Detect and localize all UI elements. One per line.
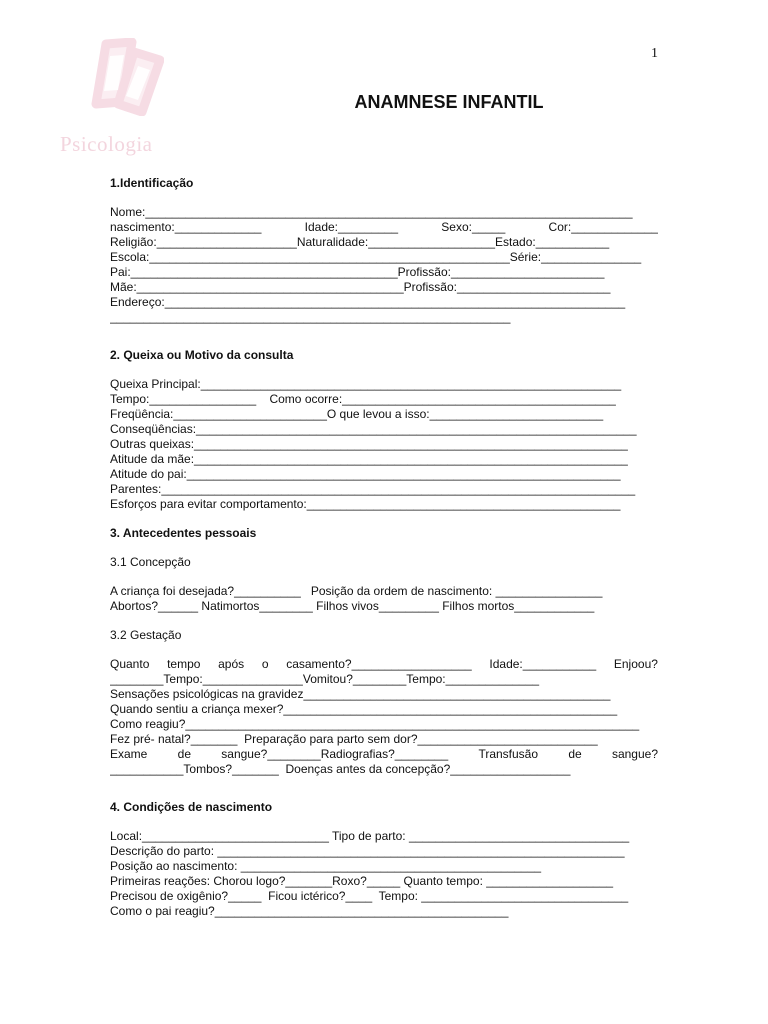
field-endereco[interactable]: Endereço:_____________________________________________________________________ [110,295,626,309]
field-como-reagiu[interactable]: Como reagiu?____________________________________________________________________ [110,717,640,731]
field-posicao-nascimento[interactable]: Posição ao nascimento: _____________________________________________ [110,859,542,873]
field-descricao-parto[interactable]: Descrição do parto: _____________________________________________________________ [110,844,625,858]
field-atitude-mae[interactable]: Atitude da mãe:_________________________________________________________________ [110,452,628,466]
field-exame-radiografias[interactable]: sangue?________Radiografias?________ [221,747,449,761]
field-nascimento-row [110,220,658,235]
field-idade[interactable]: Idade:_________ [304,220,399,234]
field-oxigenio[interactable]: Precisou de oxigênio?_____ Ficou ictérico?____ Tempo: _______________________________ [110,889,629,903]
field-exame-row [110,747,658,762]
field-esforcos[interactable]: Esforços para evitar comportamento:_______________________________________________ [110,497,621,511]
exame-word: de [177,747,191,761]
field-religiao-row[interactable]: Religião:_____________________Naturalidade:___________________Estado:___________ [110,235,610,249]
field-local-tipo-parto[interactable]: Local:____________________________ Tipo de parto: _________________________________ [110,829,630,843]
section-heading-nascimento: 4. Condições de nascimento [110,800,273,814]
gestacao-word: tempo [167,657,201,671]
field-sexo[interactable]: Sexo:_____ [441,220,506,234]
field-consequencias[interactable]: Conseqüências:__________________________________________________________________ [110,422,637,436]
field-atitude-pai[interactable]: Atitude do pai:_________________________________________________________________ [110,467,621,481]
field-crianca-desejada[interactable]: A criança foi desejada?__________ Posição da ordem de nascimento: ________________ [110,584,603,598]
field-frequencia[interactable]: Freqüência:_______________________O que levou a isso:__________________________ [110,407,604,421]
exame-word: Exame [110,747,148,761]
form-content [110,176,658,919]
field-endereco-continued[interactable]: ____________________________________________________________ [110,310,511,324]
field-primeiras-reacoes[interactable]: Primeiras reações: Chorou logo?_______Roxo?_____ Quanto tempo: ___________________ [110,874,614,888]
field-pai-reagiu[interactable]: Como o pai reagiu?____________________________________________ [110,904,509,918]
field-quanto-tempo-row [110,657,658,672]
field-outras-queixas[interactable]: Outras queixas:_________________________________________________________________ [110,437,628,451]
field-tombos-doencas[interactable]: ___________Tombos?_______ Doenças antes da concepção?__________________ [110,762,571,776]
gestacao-word: Quanto [110,657,150,671]
gestacao-word: após [218,657,245,671]
gestacao-word: Enjoou? [613,657,658,671]
field-nome[interactable]: Nome:_________________________________________________________________________ [110,205,633,219]
field-crianca-mexer[interactable]: Quando sentiu a criança mexer?__________________________________________________ [110,702,618,716]
exame-word: de [568,747,582,761]
field-sensacoes[interactable]: Sensações psicológicas na gravidez______________________________________________ [110,687,611,701]
field-queixa-principal[interactable]: Queixa Principal:_______________________________________________________________ [110,377,622,391]
field-idade-gestacao[interactable]: Idade:___________ [489,657,597,671]
exame-word: sangue? [611,747,658,761]
section-heading-queixa: 2. Queixa ou Motivo da consulta [110,348,294,362]
field-nascimento[interactable]: nascimento:_____________ [110,220,262,234]
gestacao-word: o [261,657,269,671]
field-parentes[interactable]: Parentes:_______________________________________________________________________ [110,482,636,496]
exame-word: Transfusão [478,747,539,761]
section-heading-antecedentes: 3. Antecedentes pessoais [110,526,257,540]
logo-text: Psicologia [60,132,153,156]
section-heading-identificacao: 1.Identificação [110,176,194,190]
page-number: 1 [651,46,658,61]
field-escola-row[interactable]: Escola:______________________________________________________Série:_______________ [110,250,642,264]
field-casamento[interactable]: casamento?__________________ [286,657,472,671]
field-tempo-como-ocorre[interactable]: Tempo:________________ Como ocorre:_________________________________________ [110,392,616,406]
subheading-gestacao: 3.2 Gestação [110,628,182,642]
document-title: ANAMNESE INFANTIL [354,92,544,112]
field-mae-row[interactable]: Mãe:________________________________________Profissão:_______________________ [110,280,611,294]
field-pai-row[interactable]: Pai:________________________________________Profissão:_______________________ [110,265,605,279]
field-enjoou-tempo[interactable]: ________Tempo:_______________Vomitou?________Tempo:______________ [110,672,540,686]
field-pre-natal[interactable]: Fez pré- natal?_______ Preparação para parto sem dor?___________________________ [110,732,598,746]
subheading-concepcao: 3.1 Concepção [110,555,191,569]
field-cor[interactable]: Cor:_____________ [548,220,658,234]
field-abortos[interactable]: Abortos?______ Natimortos________ Filhos vivos_________ Filhos mortos____________ [110,599,595,613]
